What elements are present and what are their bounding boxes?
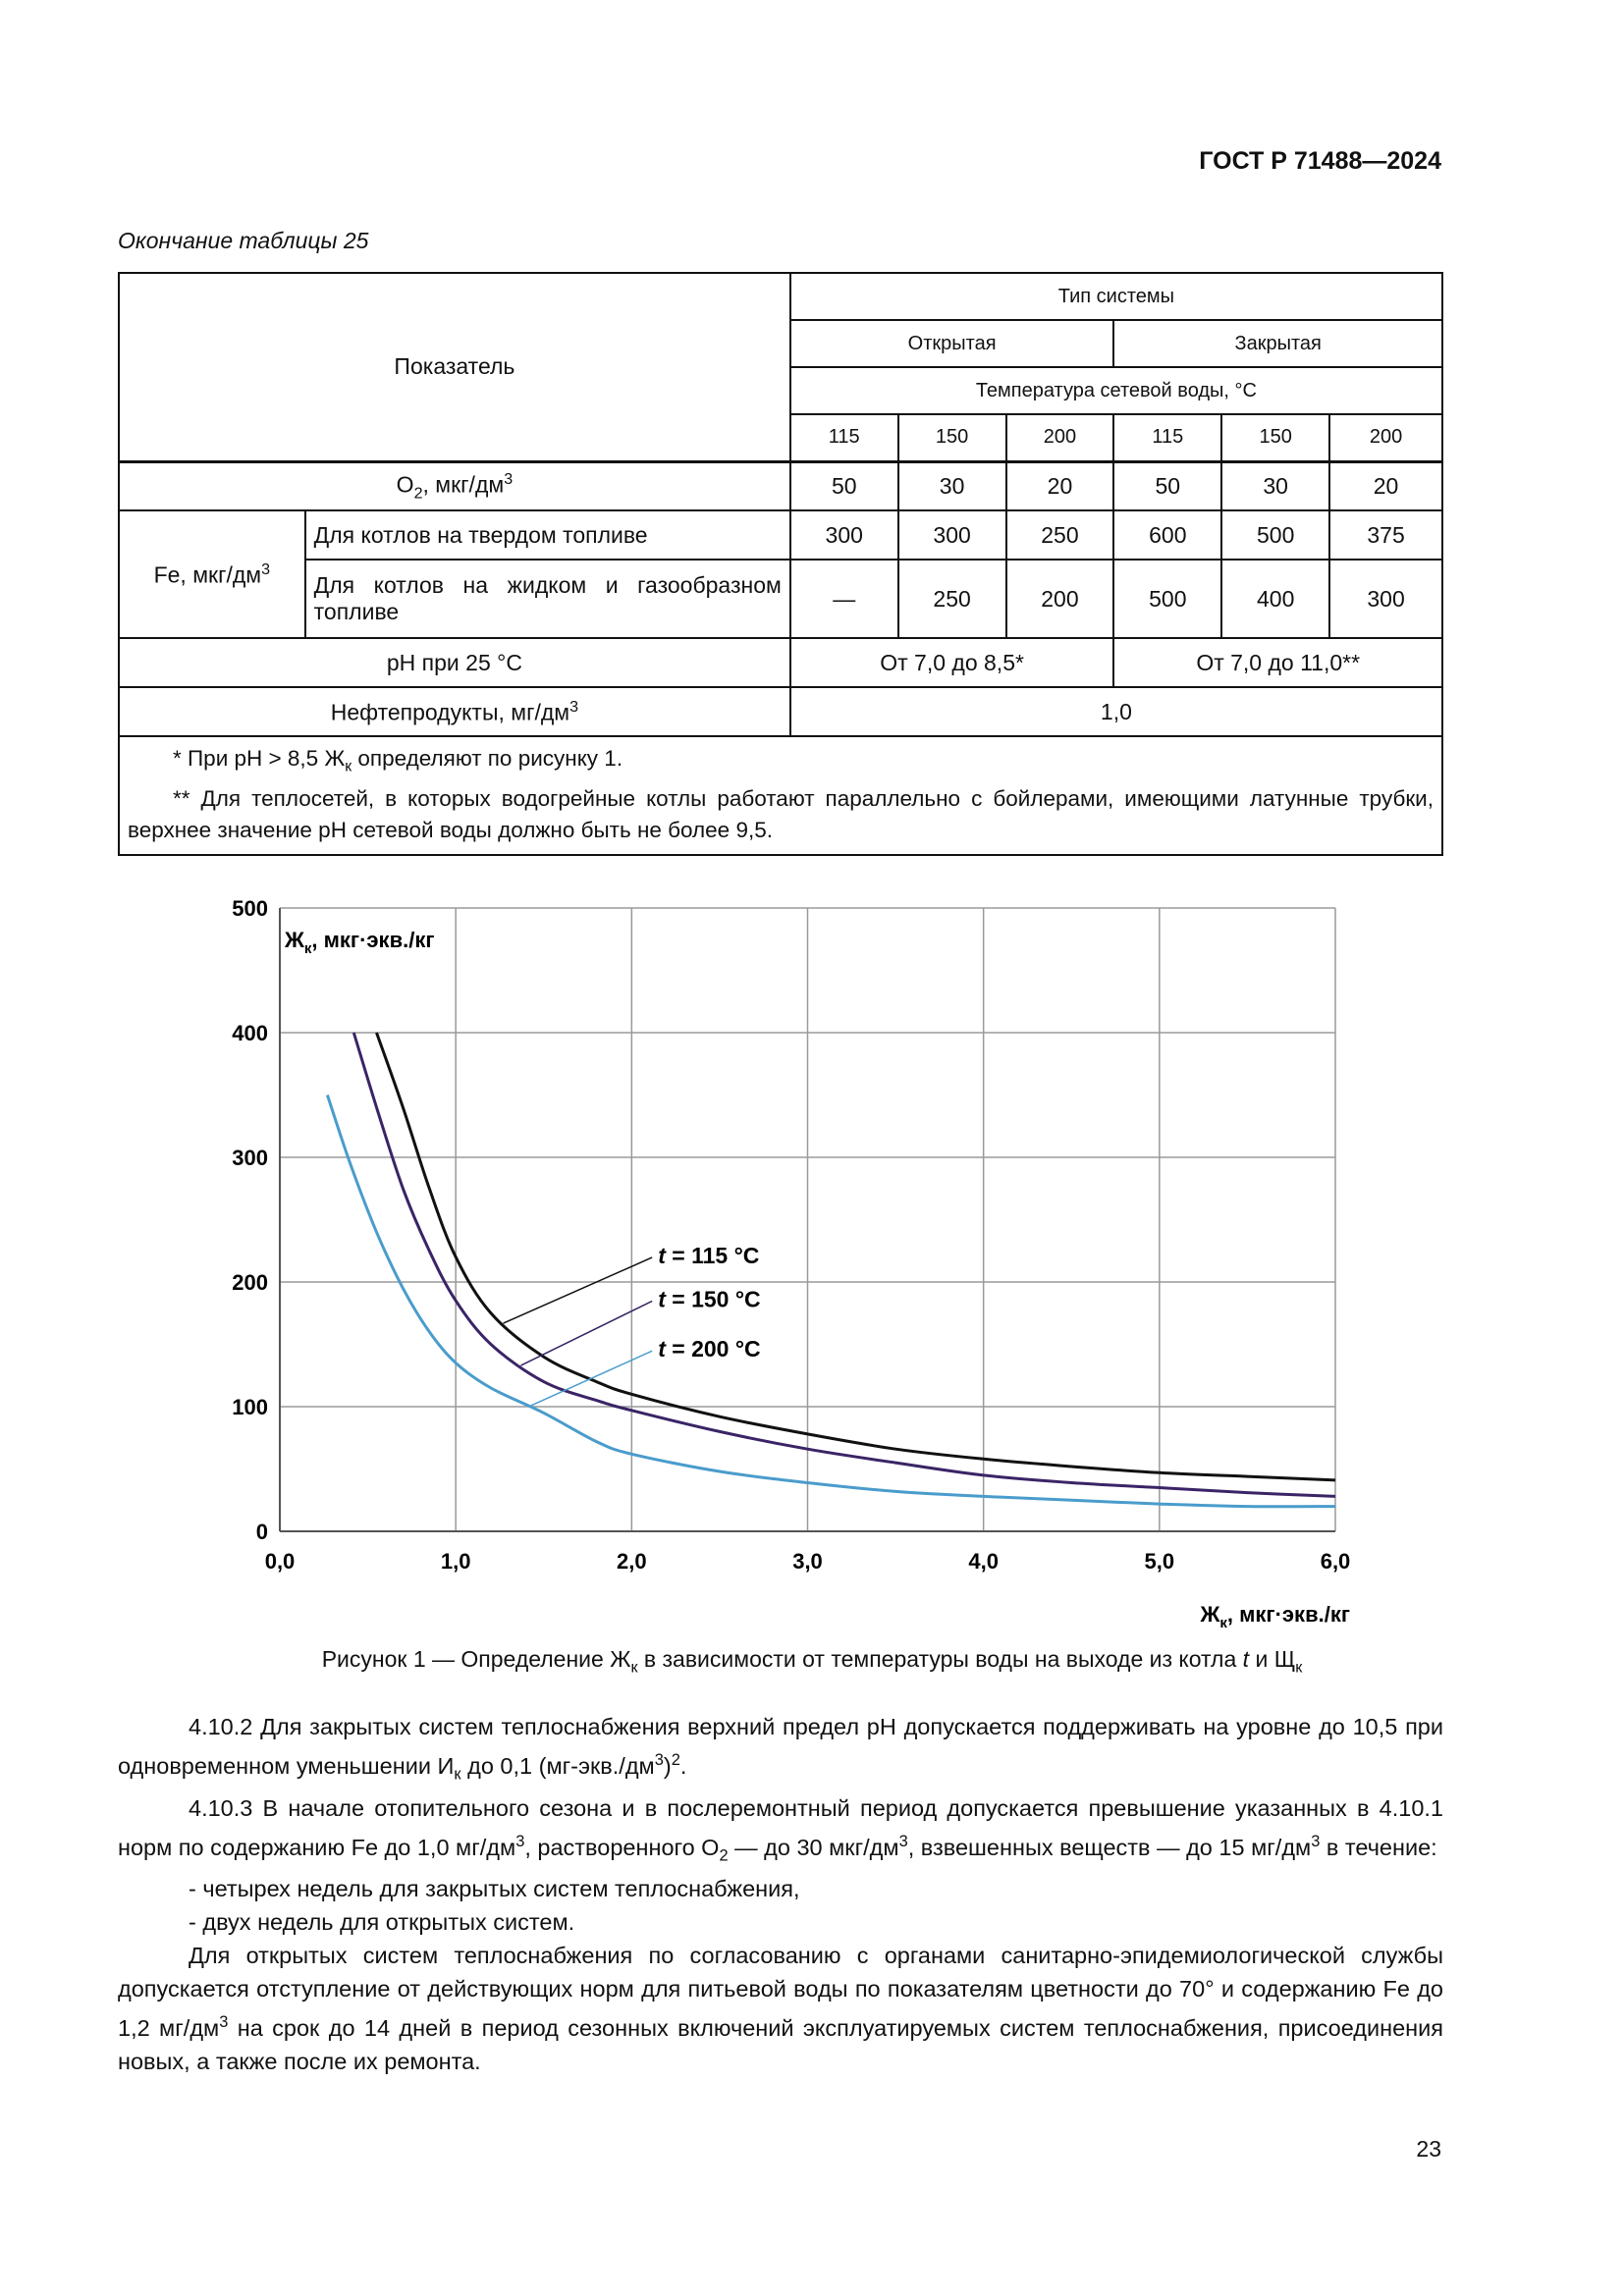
x-tick-label: 6,0 (1320, 1549, 1351, 1574)
row-label-oil: Нефтепродукты, $мг/дм^3$ (119, 687, 790, 736)
table-caption: Окончание таблицы 25 (118, 228, 369, 253)
row-label-fe: Fe, мкг/$дм^3$ (119, 510, 305, 638)
body-text (118, 1710, 1443, 2078)
table-cell: 250 (1006, 510, 1114, 560)
table-cell: 600 (1113, 510, 1221, 560)
series-line-1 (377, 1033, 1336, 1480)
table-cell: 20 (1006, 461, 1114, 510)
x-axis-label: $Ж_к$, мкг·экв./кг (1200, 1602, 1350, 1631)
chart-series-group (327, 1033, 1335, 1507)
note-1: * При pH > 8,5 $Ж_к$ определяют по рисунку 1. (173, 746, 623, 775)
x-tick-label: 2,0 (617, 1549, 647, 1574)
list-item: - четырех недель для закрытых систем теплоснабжения, (189, 1876, 800, 1902)
y-tick-label: 400 (232, 1021, 268, 1045)
table-row-fe-liquid (119, 560, 1442, 638)
x-tick-label: 3,0 (792, 1549, 823, 1574)
table-cell: 375 (1329, 510, 1442, 560)
row-label-fe-solid: Для котлов на твердом топливе (305, 510, 790, 560)
table-cell: От 7,0 до 11,0** (1113, 638, 1442, 687)
y-tick-label: 500 (232, 896, 268, 921)
chart-grid (280, 908, 1335, 1531)
table-cell: — (790, 560, 898, 638)
annotation-leader (504, 1257, 653, 1323)
y-tick-label: 200 (232, 1270, 268, 1295)
header-temp: 150 (898, 414, 1006, 461)
table-cell: 500 (1221, 510, 1329, 560)
y-axis-label: $Ж_к$, мкг·экв./кг (285, 928, 435, 957)
table-cell: От 7,0 до 8,5* (790, 638, 1114, 687)
table-cell: 300 (1329, 560, 1442, 638)
row-label-ph: pH при 25 °С (119, 638, 790, 687)
table-notes (119, 736, 1442, 855)
y-tick-label: 100 (232, 1395, 268, 1419)
table-cell: 500 (1113, 560, 1221, 638)
table-cell: 400 (1221, 560, 1329, 638)
table-row-ph (119, 638, 1442, 687)
table-cell: 30 (1221, 461, 1329, 510)
table-row-o2 (119, 461, 1442, 510)
page-number: 23 (1416, 2136, 1441, 2162)
header-temp: 115 (790, 414, 898, 461)
header-temp: 200 (1006, 414, 1114, 461)
header-temp: 150 (1221, 414, 1329, 461)
annotation-leader (520, 1301, 652, 1365)
header-temp: 200 (1329, 414, 1442, 461)
table-cell: 200 (1006, 560, 1114, 638)
table-cell: 300 (790, 510, 898, 560)
table-row-fe-solid (119, 510, 1442, 560)
x-tick-label: 1,0 (440, 1549, 471, 1574)
list-item: - двух недель для открытых систем. (189, 1909, 575, 1936)
figure-caption: Рисунок 1 — Определение $Ж_к$ в зависимости от температуры воды на выходе из котла t и $Щ_к$ (321, 1646, 1303, 1677)
chart-hardness (177, 883, 1384, 1639)
document-id: ГОСТ Р 71488—2024 (1199, 147, 1441, 175)
header-temp: 115 (1113, 414, 1221, 461)
annotation-label: t = 200 °C (658, 1336, 761, 1362)
table-cell: 1,0 (790, 687, 1442, 736)
x-tick-label: 5,0 (1144, 1549, 1175, 1574)
paragraph-4-10-2: 4.10.2 Для закрытых систем теплоснабжения верхний предел pH допускается поддерживать на уровне до 10,5 при одновременном уменьшении $И_к$ до 0,1 $(мг-экв./дм^3)^2$. (118, 1714, 1443, 1784)
row-label-o2: $O_2$, мкг/$дм^3$ (119, 461, 790, 510)
table-row-oil (119, 687, 1442, 736)
header-open: Открытая (790, 320, 1114, 367)
table-cell: 50 (1113, 461, 1221, 510)
annotation-label: t = 150 °C (658, 1286, 761, 1312)
header-closed: Закрытая (1113, 320, 1442, 367)
row-label-fe-liquid: Для котлов на жидком и газообразном топливе (305, 560, 790, 638)
x-tick-label: 4,0 (968, 1549, 999, 1574)
table-cell: 50 (790, 461, 898, 510)
paragraph-4-10-3: 4.10.3 В начале отопительного сезона и в послеремонтный период допускается превышение указанных в 4.10.1 норм по содержанию Fe до 1,0 $мг/дм^3$, растворенного $O_2$ — до 30 мкг/$дм^3$, взвешенных веществ — до 15 $мг/дм^3$ в течение: (118, 1794, 1443, 1865)
header-water-temp: Температура сетевой воды, °С (790, 367, 1442, 414)
header-system-type: Тип системы (790, 273, 1442, 320)
y-tick-label: 300 (232, 1146, 268, 1170)
y-tick-label: 0 (255, 1520, 268, 1544)
chart-ticks (232, 896, 1350, 1574)
table-cell: 20 (1329, 461, 1442, 510)
header-indicator: Показатель (119, 273, 790, 461)
x-tick-label: 0,0 (264, 1549, 296, 1574)
table-cell: 250 (898, 560, 1006, 638)
note-2: ** Для теплосетей, в которых водогрейные котлы работают параллельно с бойлерами, имеющими латунные трубки, верхнее значение pH сетевой воды должно быть не более 9,5. (128, 785, 1434, 842)
annotation-label: t = 115 °C (658, 1242, 760, 1268)
table-cell: 30 (898, 461, 1006, 510)
table-25 (118, 272, 1443, 856)
paragraph-open-systems: Для открытых систем теплоснабжения по согласованию с органами санитарно-эпидемиологической службы допускается отступление от действующих норм для питьевой воды по показателям цветности до 70° и содержанию Fe до 1,2 $мг/дм^3$ на срок до 14 дней в период сезонных включений эксплуатируемых систем теплоснабжения, присоединения новых, а также после их ремонта. (118, 1943, 1443, 2074)
series-line-2 (353, 1033, 1335, 1496)
table-cell: 300 (898, 510, 1006, 560)
